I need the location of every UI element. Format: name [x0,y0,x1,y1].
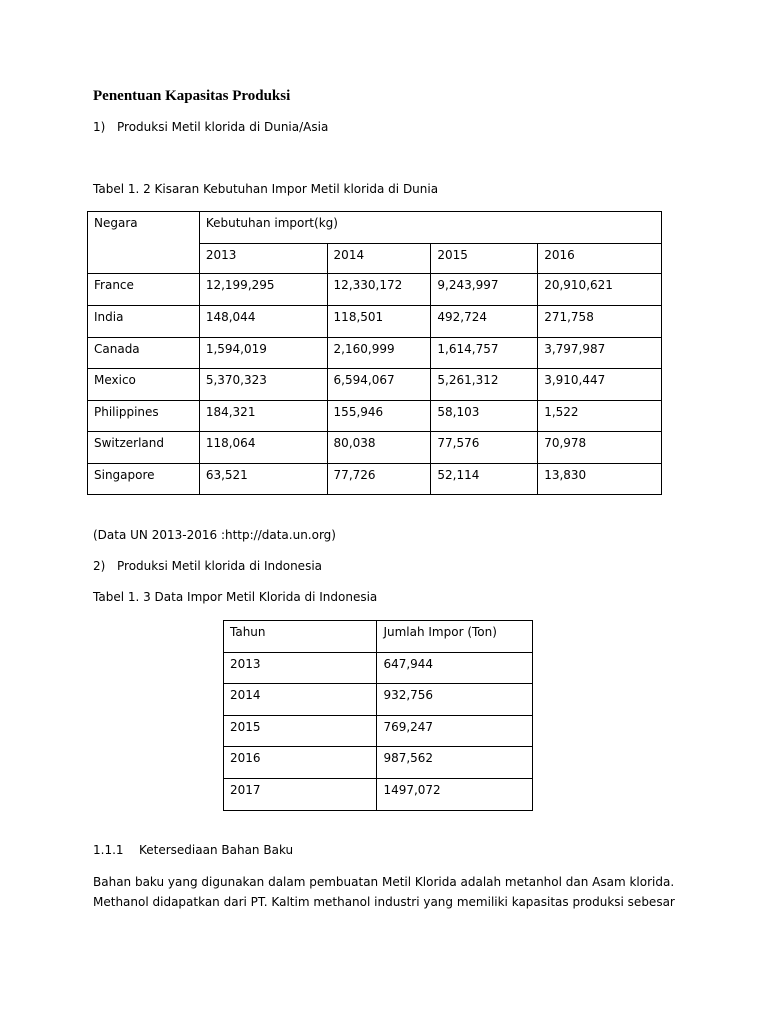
table-row [224,653,533,684]
value-cell: 13,830 [538,464,662,495]
year-cell: 2016 [224,747,377,779]
value-cell: 77,576 [431,432,538,464]
value-cell: 6,594,067 [327,369,431,401]
value-cell: 58,103 [431,401,538,432]
table-row [88,306,662,338]
amount-cell: 1497,072 [377,779,533,811]
amount-cell: 932,756 [377,684,533,716]
table-world-import [87,211,662,495]
value-cell: 12,199,295 [199,274,327,306]
value-cell: 1,522 [538,401,662,432]
country-cell: India [88,306,200,338]
header-amount: Jumlah Impor (Ton) [377,621,533,653]
table-1-source: (Data UN 2013-2016 :http://data.un.org) [93,528,336,542]
section-2-number: 2) [93,559,106,573]
value-cell: 63,521 [199,464,327,495]
value-cell: 1,614,757 [431,338,538,369]
amount-cell: 987,562 [377,747,533,779]
value-cell: 155,946 [327,401,431,432]
header-year: 2016 [538,244,662,274]
section-1-title: Produksi Metil klorida di Dunia/Asia [117,120,329,134]
table-row [88,432,662,464]
header-year: 2015 [431,244,538,274]
value-cell: 20,910,621 [538,274,662,306]
table-row [88,274,662,306]
year-cell: 2017 [224,779,377,811]
value-cell: 80,038 [327,432,431,464]
country-cell: Singapore [88,464,200,495]
value-cell: 5,261,312 [431,369,538,401]
header-year: 2013 [199,244,327,274]
table-row [88,401,662,432]
country-cell: Canada [88,338,200,369]
value-cell: 148,044 [199,306,327,338]
body-paragraph: Bahan baku yang digunakan dalam pembuatan Metil Klorida adalah metanhol dan Asam klorida. Methanol didapatkan dari PT. Kaltim methanol industri yang memiliki kapasitas produksi sebesar [93,875,675,909]
header-year: Tahun [224,621,377,653]
value-cell: 1,594,019 [199,338,327,369]
subsection-heading [93,843,293,857]
value-cell: 118,501 [327,306,431,338]
page-title: Penentuan Kapasitas Produksi [93,88,291,104]
amount-cell: 769,247 [377,716,533,747]
value-cell: 52,114 [431,464,538,495]
subsection-title: Ketersediaan Bahan Baku [139,843,294,857]
year-cell: 2013 [224,653,377,684]
country-cell: Philippines [88,401,200,432]
header-import-group: Kebutuhan import(kg) [199,212,661,244]
year-cell: 2015 [224,716,377,747]
country-cell: Switzerland [88,432,200,464]
value-cell: 492,724 [431,306,538,338]
table-2-caption: Tabel 1. 3 Data Impor Metil Klorida di Indonesia [93,590,378,604]
table-row [88,369,662,401]
table-header-row [88,212,662,244]
table-row [88,338,662,369]
amount-cell: 647,944 [377,653,533,684]
section-1-heading [93,120,328,134]
value-cell: 70,978 [538,432,662,464]
value-cell: 184,321 [199,401,327,432]
value-cell: 77,726 [327,464,431,495]
country-cell: Mexico [88,369,200,401]
value-cell: 12,330,172 [327,274,431,306]
table-row [224,684,533,716]
table-indonesia-import [223,620,533,811]
section-2-title: Produksi Metil klorida di Indonesia [117,559,323,573]
value-cell: 2,160,999 [327,338,431,369]
table-header-row [224,621,533,653]
section-1-number: 1) [93,120,106,134]
table-1-caption: Tabel 1. 2 Kisaran Kebutuhan Impor Metil klorida di Dunia [93,182,439,196]
value-cell: 5,370,323 [199,369,327,401]
table-row [88,464,662,495]
value-cell: 271,758 [538,306,662,338]
header-country: Negara [88,212,200,274]
table-row [224,716,533,747]
value-cell: 118,064 [199,432,327,464]
country-cell: France [88,274,200,306]
value-cell: 3,797,987 [538,338,662,369]
header-year: 2014 [327,244,431,274]
section-2-heading [93,559,322,573]
table-row [224,779,533,811]
year-cell: 2014 [224,684,377,716]
table-row [224,747,533,779]
subsection-number: 1.1.1 [93,843,124,857]
value-cell: 3,910,447 [538,369,662,401]
value-cell: 9,243,997 [431,274,538,306]
